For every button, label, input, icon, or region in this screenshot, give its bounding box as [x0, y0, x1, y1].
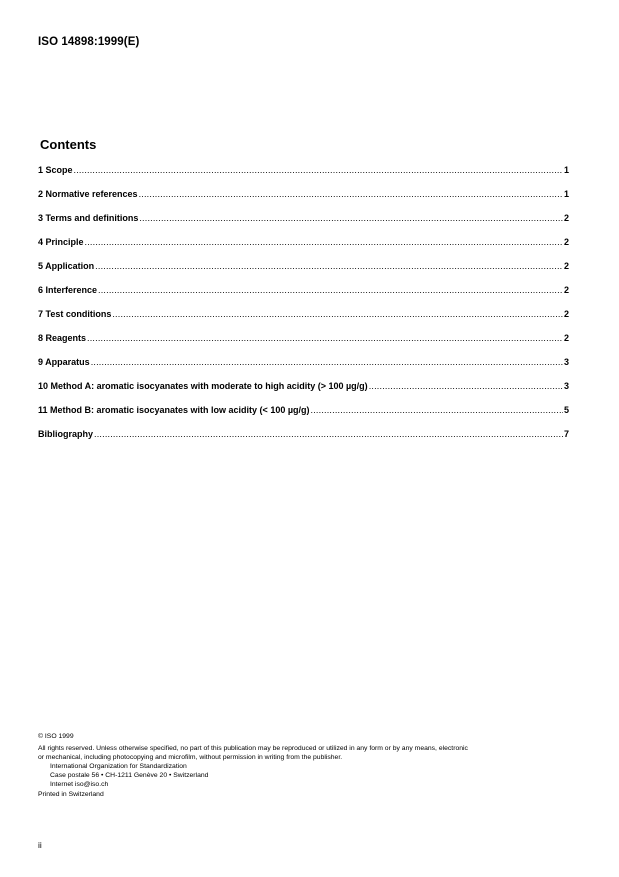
- toc-entry-title: 6 Interference: [38, 285, 98, 295]
- toc-entry-page: 3: [563, 381, 569, 391]
- dot-leader: [112, 309, 563, 319]
- dot-leader: [87, 333, 563, 343]
- dot-leader: [311, 405, 563, 415]
- dot-leader: [139, 213, 563, 223]
- toc-entry-title: 11 Method B: aromatic isocyanates with low acidity (< 100 µg/g): [38, 405, 310, 415]
- dot-leader: [98, 285, 563, 295]
- toc-entry-application[interactable]: [38, 261, 569, 285]
- toc-entry-page: 2: [563, 237, 569, 247]
- toc-entry-title: 5 Application: [38, 261, 95, 271]
- dot-leader: [85, 237, 563, 247]
- toc-entry-title: 9 Apparatus: [38, 357, 90, 367]
- toc-entry-title: Bibliography: [38, 429, 94, 439]
- toc-entry-normative-references[interactable]: [38, 189, 569, 213]
- toc-entry-principle[interactable]: [38, 237, 569, 261]
- dot-leader: [91, 357, 563, 367]
- toc-entry-page: 3: [563, 357, 569, 367]
- toc-entry-scope[interactable]: [38, 165, 569, 189]
- toc-entry-page: 7: [563, 429, 569, 439]
- dot-leader: [74, 165, 563, 175]
- dot-leader: [94, 429, 563, 439]
- document-id-header: ISO 14898:1999(E): [38, 36, 140, 48]
- table-of-contents: [38, 165, 569, 453]
- toc-entry-interference[interactable]: [38, 285, 569, 309]
- page-number: ii: [38, 840, 42, 850]
- rights-statement-line-2: or mechanical, including photocopying and microfilm, without permission in writing from the publisher.: [38, 754, 343, 761]
- toc-entry-apparatus[interactable]: [38, 357, 569, 381]
- toc-entry-page: 1: [563, 165, 569, 175]
- toc-entry-title: 8 Reagents: [38, 333, 87, 343]
- toc-entry-page: 2: [563, 213, 569, 223]
- toc-entry-title: 10 Method A: aromatic isocyanates with moderate to high acidity (> 100 µg/g): [38, 381, 368, 391]
- toc-entry-page: 5: [563, 405, 569, 415]
- toc-entry-title: 1 Scope: [38, 165, 73, 175]
- organization-internet: Internet iso@iso.ch: [50, 781, 109, 788]
- toc-entry-page: 2: [563, 333, 569, 343]
- toc-entry-title: 7 Test conditions: [38, 309, 112, 319]
- toc-entry-test-conditions[interactable]: [38, 309, 569, 333]
- dot-leader: [369, 381, 563, 391]
- toc-entry-terms-and-definitions[interactable]: [38, 213, 569, 237]
- toc-entry-bibliography[interactable]: [38, 429, 569, 453]
- toc-entry-page: 2: [563, 309, 569, 319]
- printed-in-notice: Printed in Switzerland: [38, 791, 104, 798]
- toc-entry-title: 4 Principle: [38, 237, 84, 247]
- dot-leader: [139, 189, 563, 199]
- copyright-footer: [38, 732, 578, 799]
- rights-statement-line-1: All rights reserved. Unless otherwise specified, no part of this publication may be reproduced or utilized in any form or by any means, electronic: [38, 745, 468, 752]
- toc-entry-reagents[interactable]: [38, 333, 569, 357]
- toc-entry-title: 3 Terms and definitions: [38, 213, 139, 223]
- organization-name: International Organization for Standardization: [50, 763, 187, 770]
- copyright-notice: © ISO 1999: [38, 733, 74, 740]
- toc-entry-page: 1: [563, 189, 569, 199]
- dot-leader: [95, 261, 563, 271]
- toc-entry-page: 2: [563, 285, 569, 295]
- contents-heading: Contents: [40, 137, 97, 152]
- toc-entry-page: 2: [563, 261, 569, 271]
- toc-entry-method-b[interactable]: [38, 405, 569, 429]
- organization-address: Case postale 56 • CH-1211 Genève 20 • Switzerland: [50, 772, 209, 779]
- toc-entry-method-a[interactable]: [38, 381, 569, 405]
- toc-entry-title: 2 Normative references: [38, 189, 138, 199]
